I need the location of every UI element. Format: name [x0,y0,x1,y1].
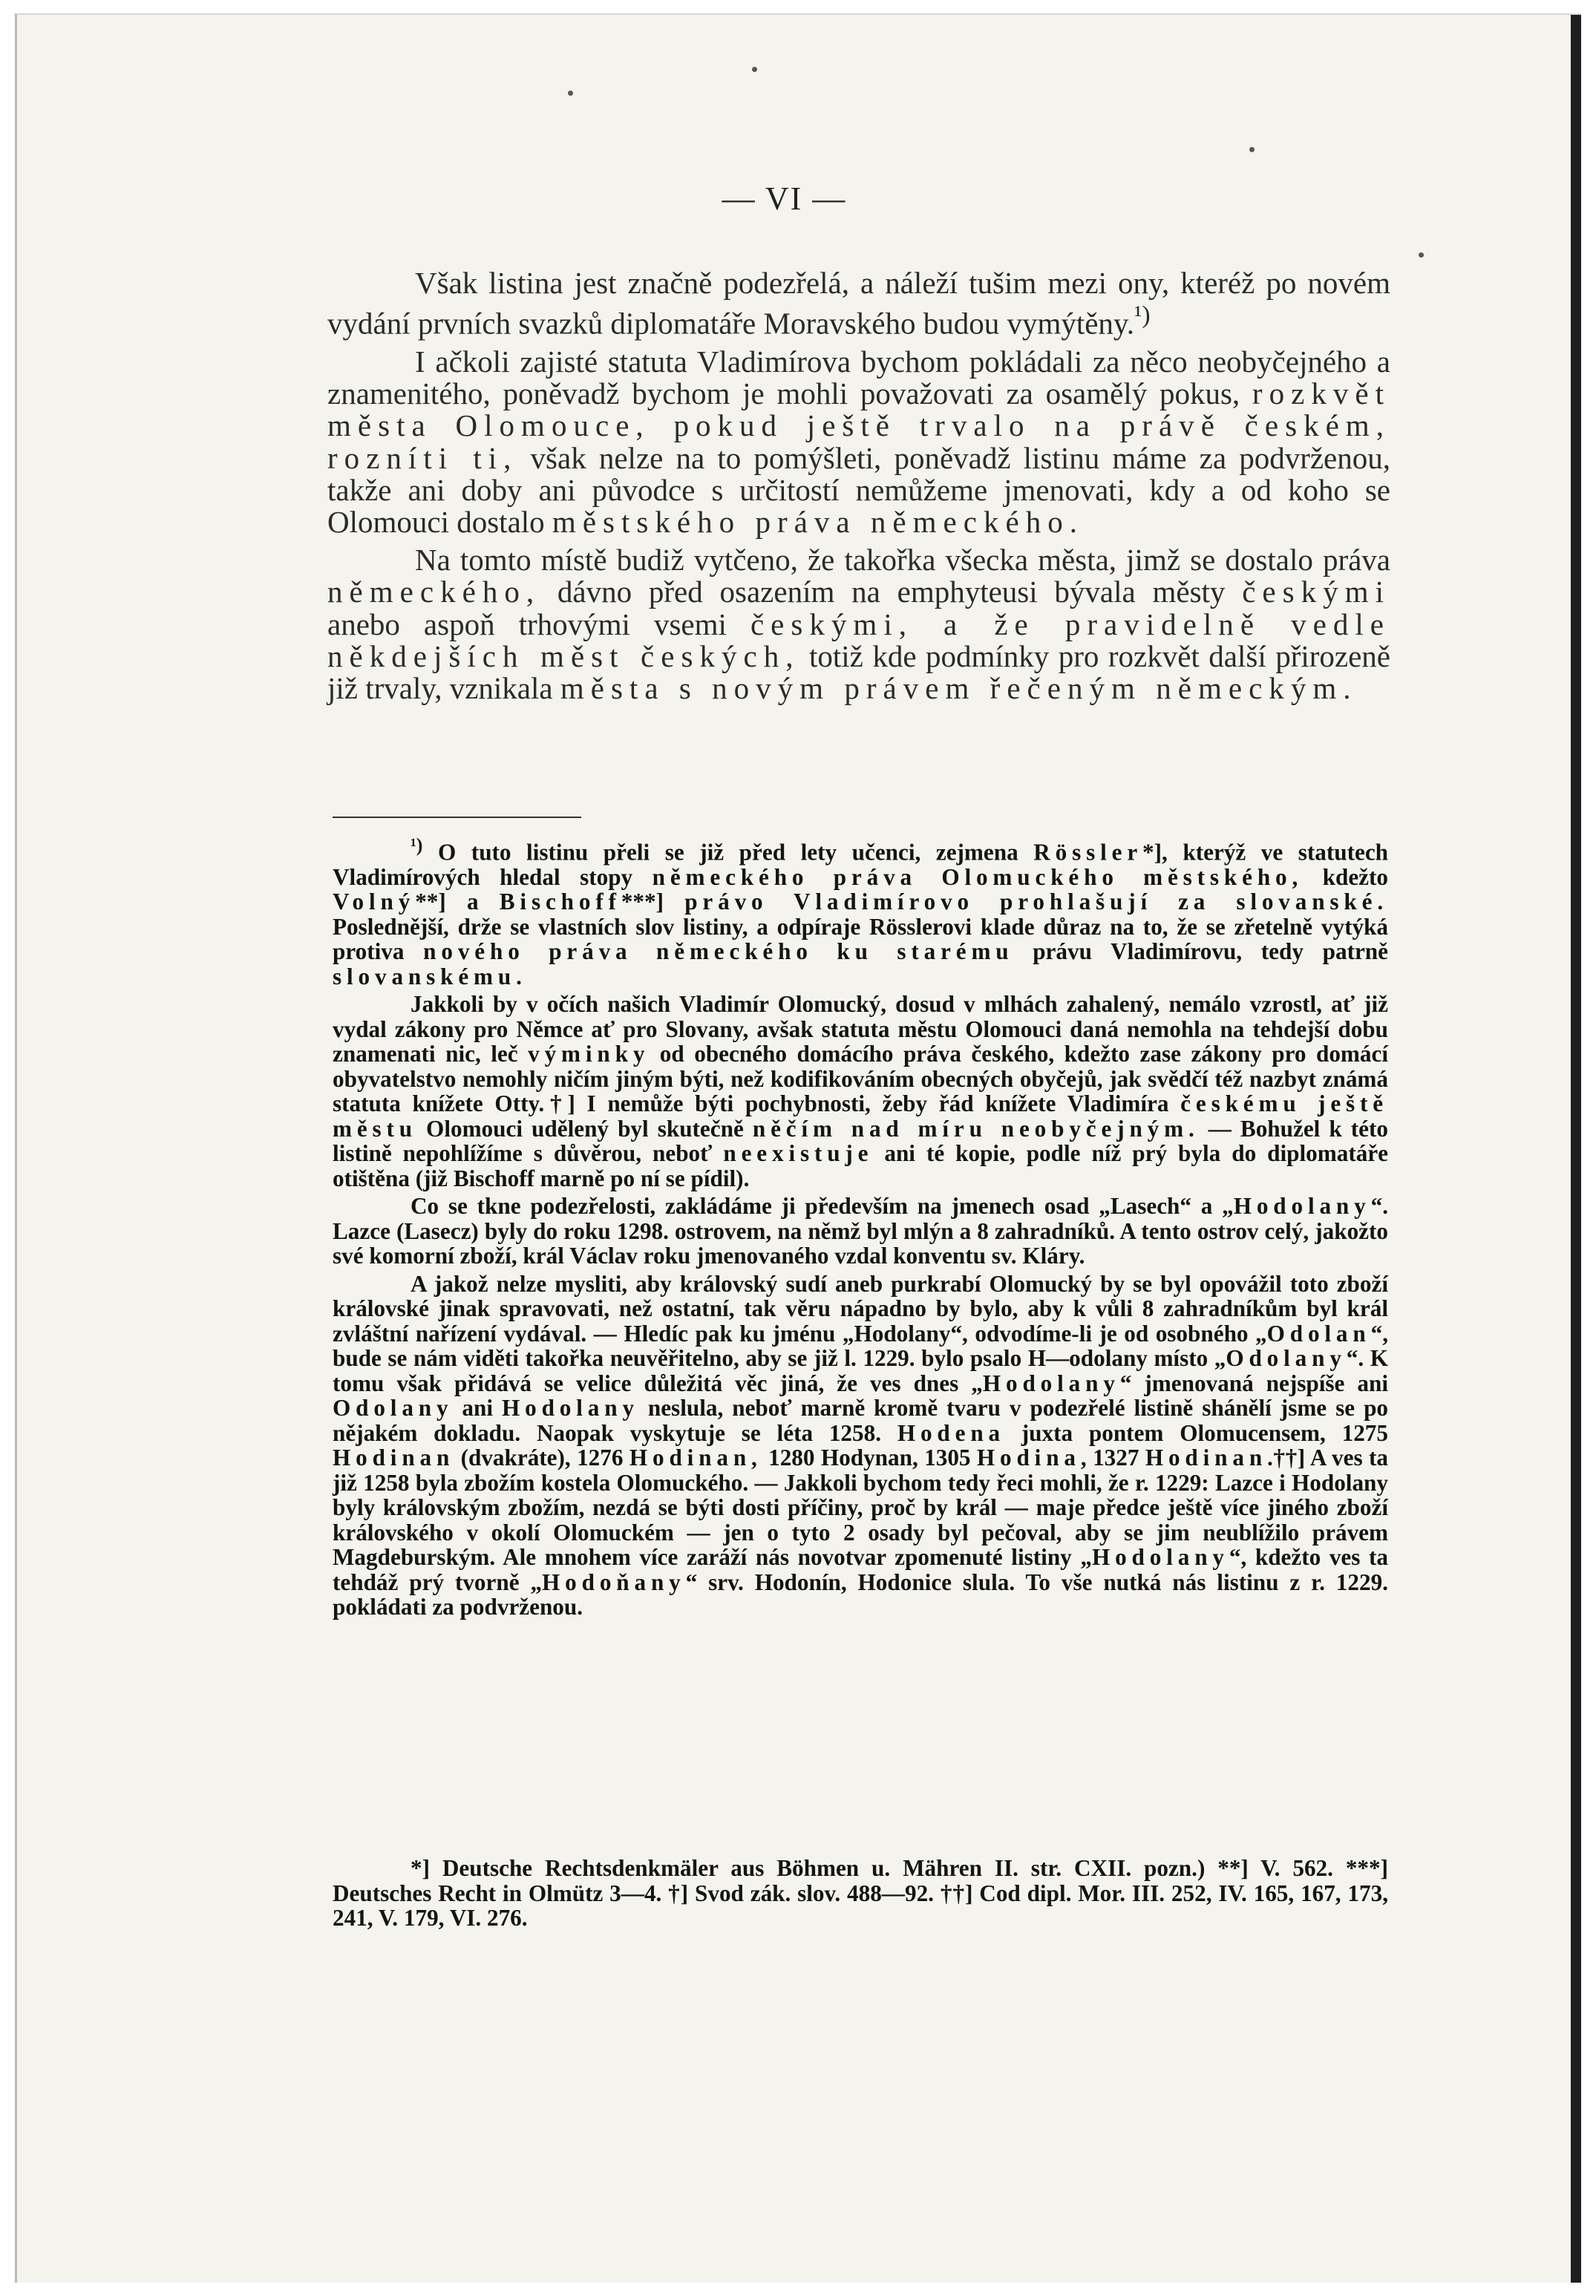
text-run: O tuto listinu přeli se již před lety učenci, zejmena [422,839,1034,866]
text-run: Co se tkne podezřelosti, zakládáme ji především na jmenech osad „Lasech“ a „ [411,1193,1234,1220]
text-run: “. K tomu však přidává se velice důležitá věc jiná, že ves dnes „ [333,1345,1388,1396]
emphasized-text: Rössler [1033,839,1143,866]
footnote-paragraph [333,833,1388,989]
emphasized-text: města s novým právem řečeným německým. [560,671,1358,706]
footnote-marker: ¹) [1134,301,1151,330]
main-paragraph [327,346,1390,538]
footnote-marker: ¹) [411,834,423,856]
footnote-paragraph [333,992,1388,1191]
emphasized-text: českému ještě městu [333,1090,1388,1142]
text-run: však nelze na to pomýšleti, poněvadž listinu máme za podvrženou, takže ani doby ani původce s určitostí nemůžeme jmenovati, kdy a od koho se Olomouci dostalo [327,440,1390,540]
scan-edge [1571,15,1581,2283]
emphasized-text: Hodinan [333,1445,455,1471]
emphasized-text: německého, [327,575,541,609]
text-run: *], kterýž ve statutech Vladimírových hledal stopy [333,839,1389,890]
main-text [327,267,1390,704]
text-run: Jakkoli by v očích našich Vladimír Olomucký, dosud v mlhách zahalený, nemálo vzrostl, ať již vydal zákony pro Němce ať pro Slovany, avšak statuta městu Olomouci daná nemohla na tehdejší dobu znamenati nic, leč [333,991,1388,1067]
main-paragraph [327,267,1390,340]
scan-speck [1249,147,1255,152]
text-run: I ačkoli zajisté statuta Vladimírova bychom pokládali za něco neobyčejného a znamenitého, poněvadž bychom je mohli považovati za osamělý pokus, [327,344,1390,411]
emphasized-text: Hodolany [1233,1193,1371,1220]
text-run: totiž kde podmínky pro rozkvět další přirozeně již trvaly, vznikala [327,638,1391,706]
text-run: Na tomto místě budiž vytčeno, že takořka všecka města, jimž se dostalo práva [415,543,1390,578]
text-run: “ srv. Hodonín, Hodonice slula. To vše nutká nás listinu z r. 1229. pokládati za podvrženou. [333,1569,1388,1620]
emphasized-text: Hodolany [1091,1544,1229,1571]
text-run: neslula, neboť marně kromě tvaru v podezřelé listině shánělí jsme se po nějakém dokladu. Naopak vyskytuje se léta 1258. [333,1395,1389,1446]
text-run: Však listina jest značně podezřelá, a náleží tušim mezi ony, kteréž po novém vydání prvních svazků diplomatáře Moravského budou vymýtěny. [327,266,1390,341]
emphasized-text: Hodena [897,1419,1005,1446]
text-run: anebo aspoň trhovými vsemi [327,606,750,641]
emphasized-text: Odolany [1226,1345,1347,1372]
emphasized-text: Hodolany [982,1370,1120,1396]
footnote-paragraph [333,1194,1388,1269]
text-run: dávno před osazením na emphyteusi bývala městy [540,575,1243,609]
emphasized-text: Hodina [976,1445,1081,1471]
reference-list: *] Deutsche Rechtsdenkmäler aus Böhmen u. Mähren II. str. CXII. pozn.) **] V. 562. ***] Deutsches Recht in Olmütz 3—4. †] Svod zák. slov. 488—92. ††] Cod dipl. Mor. III. 252, IV. 165, 167, 173, 241, V. 179, VI. 276. [333,1855,1388,1931]
text-run: **] a [415,889,500,915]
emphasized-text: německého práva Olomuckého městského, [652,863,1304,890]
text-run: juxta pontem Olomucensem, 1275 [1005,1419,1388,1446]
references [333,1856,1388,1931]
text-run: Olomouci udělený byl skutečně [417,1115,753,1142]
emphasized-text: rozkvět města Olomouce, pokud ještě trvalo na právě českém, rozníti ti, [327,376,1390,475]
main-paragraph [327,544,1390,704]
emphasized-text: neexistuje [723,1140,874,1167]
emphasized-text: výminky [528,1041,650,1067]
emphasized-text: nového práva německého ku starému [423,938,1014,965]
emphasized-text: Volný [333,889,416,915]
text-run: A jakož nelze mysliti, aby královský sudí aneb purkrabí Olomucký by se byl opovážil toto zboží královské jinak spravovati, než ostatní, tak věru nápadno by bylo, aby k vůli 8 zahradníkům byl král zvláštní nařízení vydával. — Hledíc pak ku jménu „Hodolany“, odvodíme-li je od osobného „ [333,1270,1388,1347]
scan-speck [568,91,573,96]
emphasized-text: českými [1242,575,1390,609]
page-number: — VI — [722,180,847,217]
scanned-page [15,13,1581,2283]
text-run: , 1327 [1080,1445,1145,1471]
footnotes [333,833,1388,1620]
emphasized-text: Bischoff [499,889,621,915]
emphasized-text: Hodoňany [542,1569,686,1595]
scan-speck [752,67,757,72]
emphasized-text: Hodinan [1145,1445,1268,1471]
text-run: “, bude se nám viděti takořka neuvěřitelno, aby se již l. 1229. bylo psalo H—odolany místo „ [333,1320,1388,1372]
text-run: ***] [621,889,685,915]
footnote-separator [333,817,581,818]
text-run: (dvakráte), 1276 [454,1445,629,1471]
text-run: kdežto [1303,863,1388,890]
text-run: ani [453,1395,502,1422]
text-run: Poslednější, drže se vlastních slov listiny, a odpíraje Rösslerovi klade důraz na to, že se zřetelně vytýká protiva [333,913,1388,965]
emphasized-text: Odolany [333,1395,454,1422]
text-run: “, kdežto ves ta tehdáž prý tvorně „ [333,1544,1388,1595]
text-run: 1280 Hodynan, 1305 [762,1445,977,1471]
text-run: “ jmenovaná nejspíše ani [1119,1370,1389,1396]
emphasized-text: Odolan [1266,1320,1371,1347]
text-run: právu Vladimírovu, tedy patrně [1013,938,1388,965]
scan-speck [1419,252,1424,258]
emphasized-text: českými, a že pravidelně vedle někdejších měst českých, [327,606,1390,673]
emphasized-text: Hodinan, [629,1445,762,1471]
footnote-paragraph [333,1272,1388,1620]
text-run: “. Lazce (Lasecz) byly do roku 1298. ostrovem, na němž byl mlýn a 8 zahradníků. A tento ostrov celý, jakožto své komorní zboží, král Václav roku jmenovaného vzdal konventu sv. Kláry. [333,1193,1388,1269]
emphasized-text: něčím nad míru neobyčejným. [752,1115,1200,1142]
emphasized-text: slovanskému. [333,963,527,990]
text-run: — Bohužel k této listině nepohlížíme s důvěrou, neboť [333,1115,1388,1167]
text-run: od obecného domácího práva českého, kdežto zase zákony pro domácí obyvatelstvo nemohly ničím jiným býti, než kodifikováním obecných obyčejů, jak svědčí též nazbyt známá statuta knížete Otty.†] I nemůže býti pochybnosti, žeby řád knížete Vladimíra [333,1041,1388,1117]
text-run: ani té kopie, podle níž prý byla do diplomatáře otištěna (již Bischoff marně po ní se pídil). [333,1140,1388,1191]
emphasized-text: právo Vladimírovo prohlašují za slovanské. [684,889,1389,915]
emphasized-text: Hodolany [502,1395,639,1422]
text-run: .††] A ves ta již 1258 byla zbožím kostela Olomuckého. — Jakkoli bychom tedy řeci mohli, že r. 1229: Lazce i Hodolany byly královským zbožím, nezdá se býti dosti příčiny, proč by král — maje předce ještě více jiného zboží královského v okolí Olomuckém — jen o tyto 2 osady byl pečoval, aby se jim neublížilo právem Magdeburským. Ale mnohem více zaráží nás novotvar zpomenuté listiny „ [333,1445,1388,1571]
emphasized-text: městského práva německého. [552,505,1085,540]
